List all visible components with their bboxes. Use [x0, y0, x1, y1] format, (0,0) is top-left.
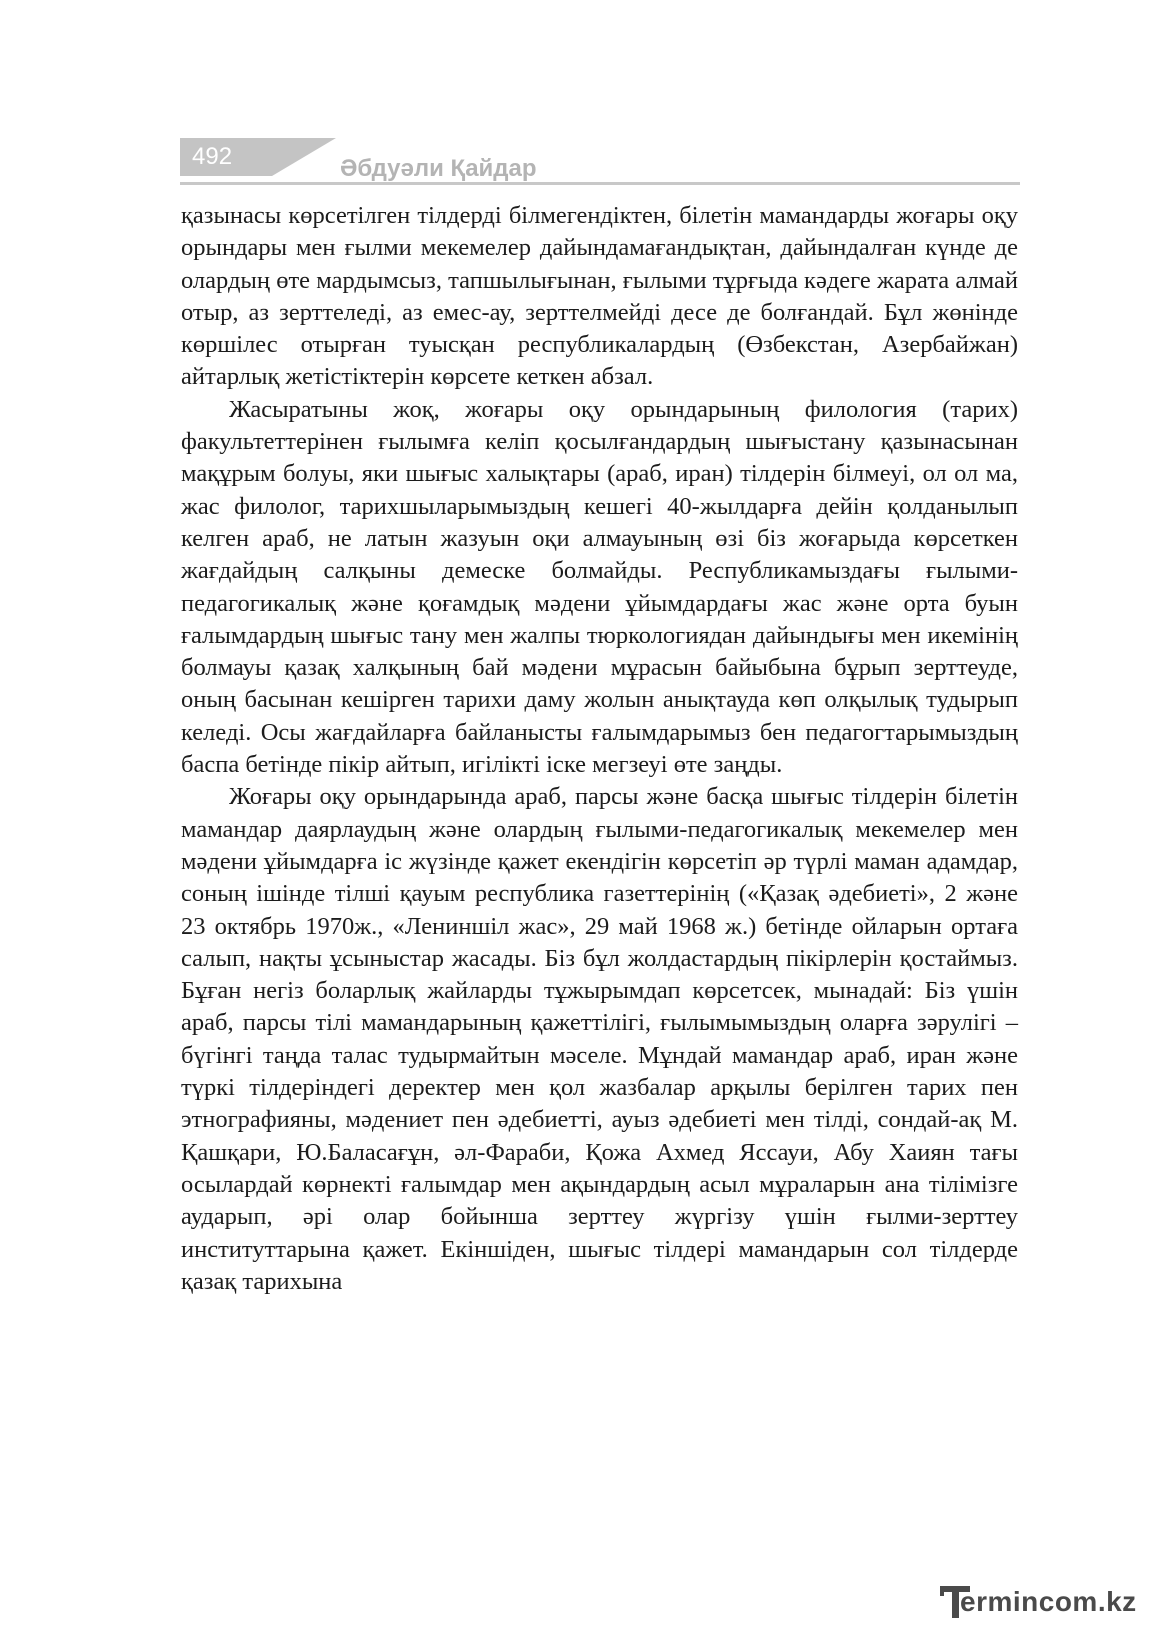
- paragraph-continued: қазынасы көрсетілген тілдерді білмегендіктен, білетін мамандарды жоғары оқу орындары мен ғылми мекемелер дайындамағандықтан, дайындалған күнде де олардың өте мардымсыз, тапшылығынан, ғылыми тұрғыда кәдеге жарата алмай отыр, аз зерттеледі, аз емес-ау, зерттелмейді десе де болғандай. Бұл жөнінде көршілес отырған туысқан республикалардың (Өзбекстан, Азербайжан) айтарлық жетістіктерін көрсете кеткен абзал.: [181, 202, 1018, 391]
- watermark-text: ermincom.kz: [960, 1586, 1137, 1617]
- body-text: [181, 200, 1018, 1298]
- page-number: 492: [192, 143, 233, 170]
- page-number-tab: [180, 138, 272, 176]
- header-rule: [180, 182, 1020, 185]
- paragraph: Жасыратыны жоқ, жоғары оқу орындарының филология (тарих) факультеттерінен ғылымға келіп қосылғандардың шығыстану қазынасынан мақұрым болуы, яки шығыс халықтары (араб, иран) тілдерін білмеуі, ол ол ма, жас филолог, тарихшыларымыздың кешегі 40-жылдарға дейін қолданылып келген араб, не латын жазуын оқи алмауының өзі біз жоғарыда көрсеткен жағдайдың салқыны демеске болмайды. Республикамыздағы ғылыми-педагогикалық және қоғамдық мәдени ұйымдардағы жас және орта буын ғалымдардың шығыс тану мен жалпы тюркологиядан дайындығы мен икемінің болмауы қазақ халқының бай мәдени мұрасын байыбына бұрып зерттеуде, оның басынан кешірген тарихи даму жолын анықтауда көп олқылық тудырып келеді. Осы жағдайларға байланысты ғалымдарымыз бен педагогтарымыздың баспа бетінде пікір айтып, игілікті іске мегзеуі өте заңды.: [181, 395, 1018, 779]
- running-head-author: Әбдуәли Қайдар: [340, 155, 537, 182]
- watermark: [938, 1580, 1138, 1624]
- page-number-wedge: [272, 138, 336, 176]
- paragraph: Жоғары оқу орындарында араб, парсы және басқа шығыс тілдерін білетін мамандар даярлаудың және олардың ғылыми-педагогикалық мекемелер мен мәдени ұйымдарға іс жүзінде қажет екендігін көрсетіп әр түрлі маман адамдар, соның ішінде тілші қауым республика газеттерінің («Қазақ әдебиеті», 2 және 23 октябрь 1970ж., «Лениншіл жас», 29 май 1968 ж.) бетінде ойларын ортаға салып, нақты ұсыныстар жасады. Біз бұл жолдастардың пікірлерін қостаймыз. Бұған негіз боларлық жайларды тұжырымдап көрсетсек, мынадай: Біз үшін араб, парсы тілі мамандарының қажеттілігі, ғылымымыздың оларға зәрулігі – бүгінгі таңда талас тудырмайтын мәселе. Мұндай мамандар араб, иран және түркі тілдеріндегі деректер мен қол жазбалар арқылы берілген тарих пен этнографияны, мәдениет пен әдебиетті, ауыз әдебиеті мен тілді, сондай-ақ М. Қашқари, Ю.Баласағұн, әл-Фараби, Қожа Ахмед Яссауи, Абу Хаиян тағы осылардай көрнекті ғалымдар мен ақындардың асыл мұраларын ана тілімізге аударып, әрі олар бойынша зерттеу жүргізу үшін ғылми-зерттеу институттарына қажет. Екіншіден, шығыс тілдері мамандарын сол тілдерде қазақ тарихына: [181, 783, 1018, 1295]
- page-header: [180, 138, 1020, 188]
